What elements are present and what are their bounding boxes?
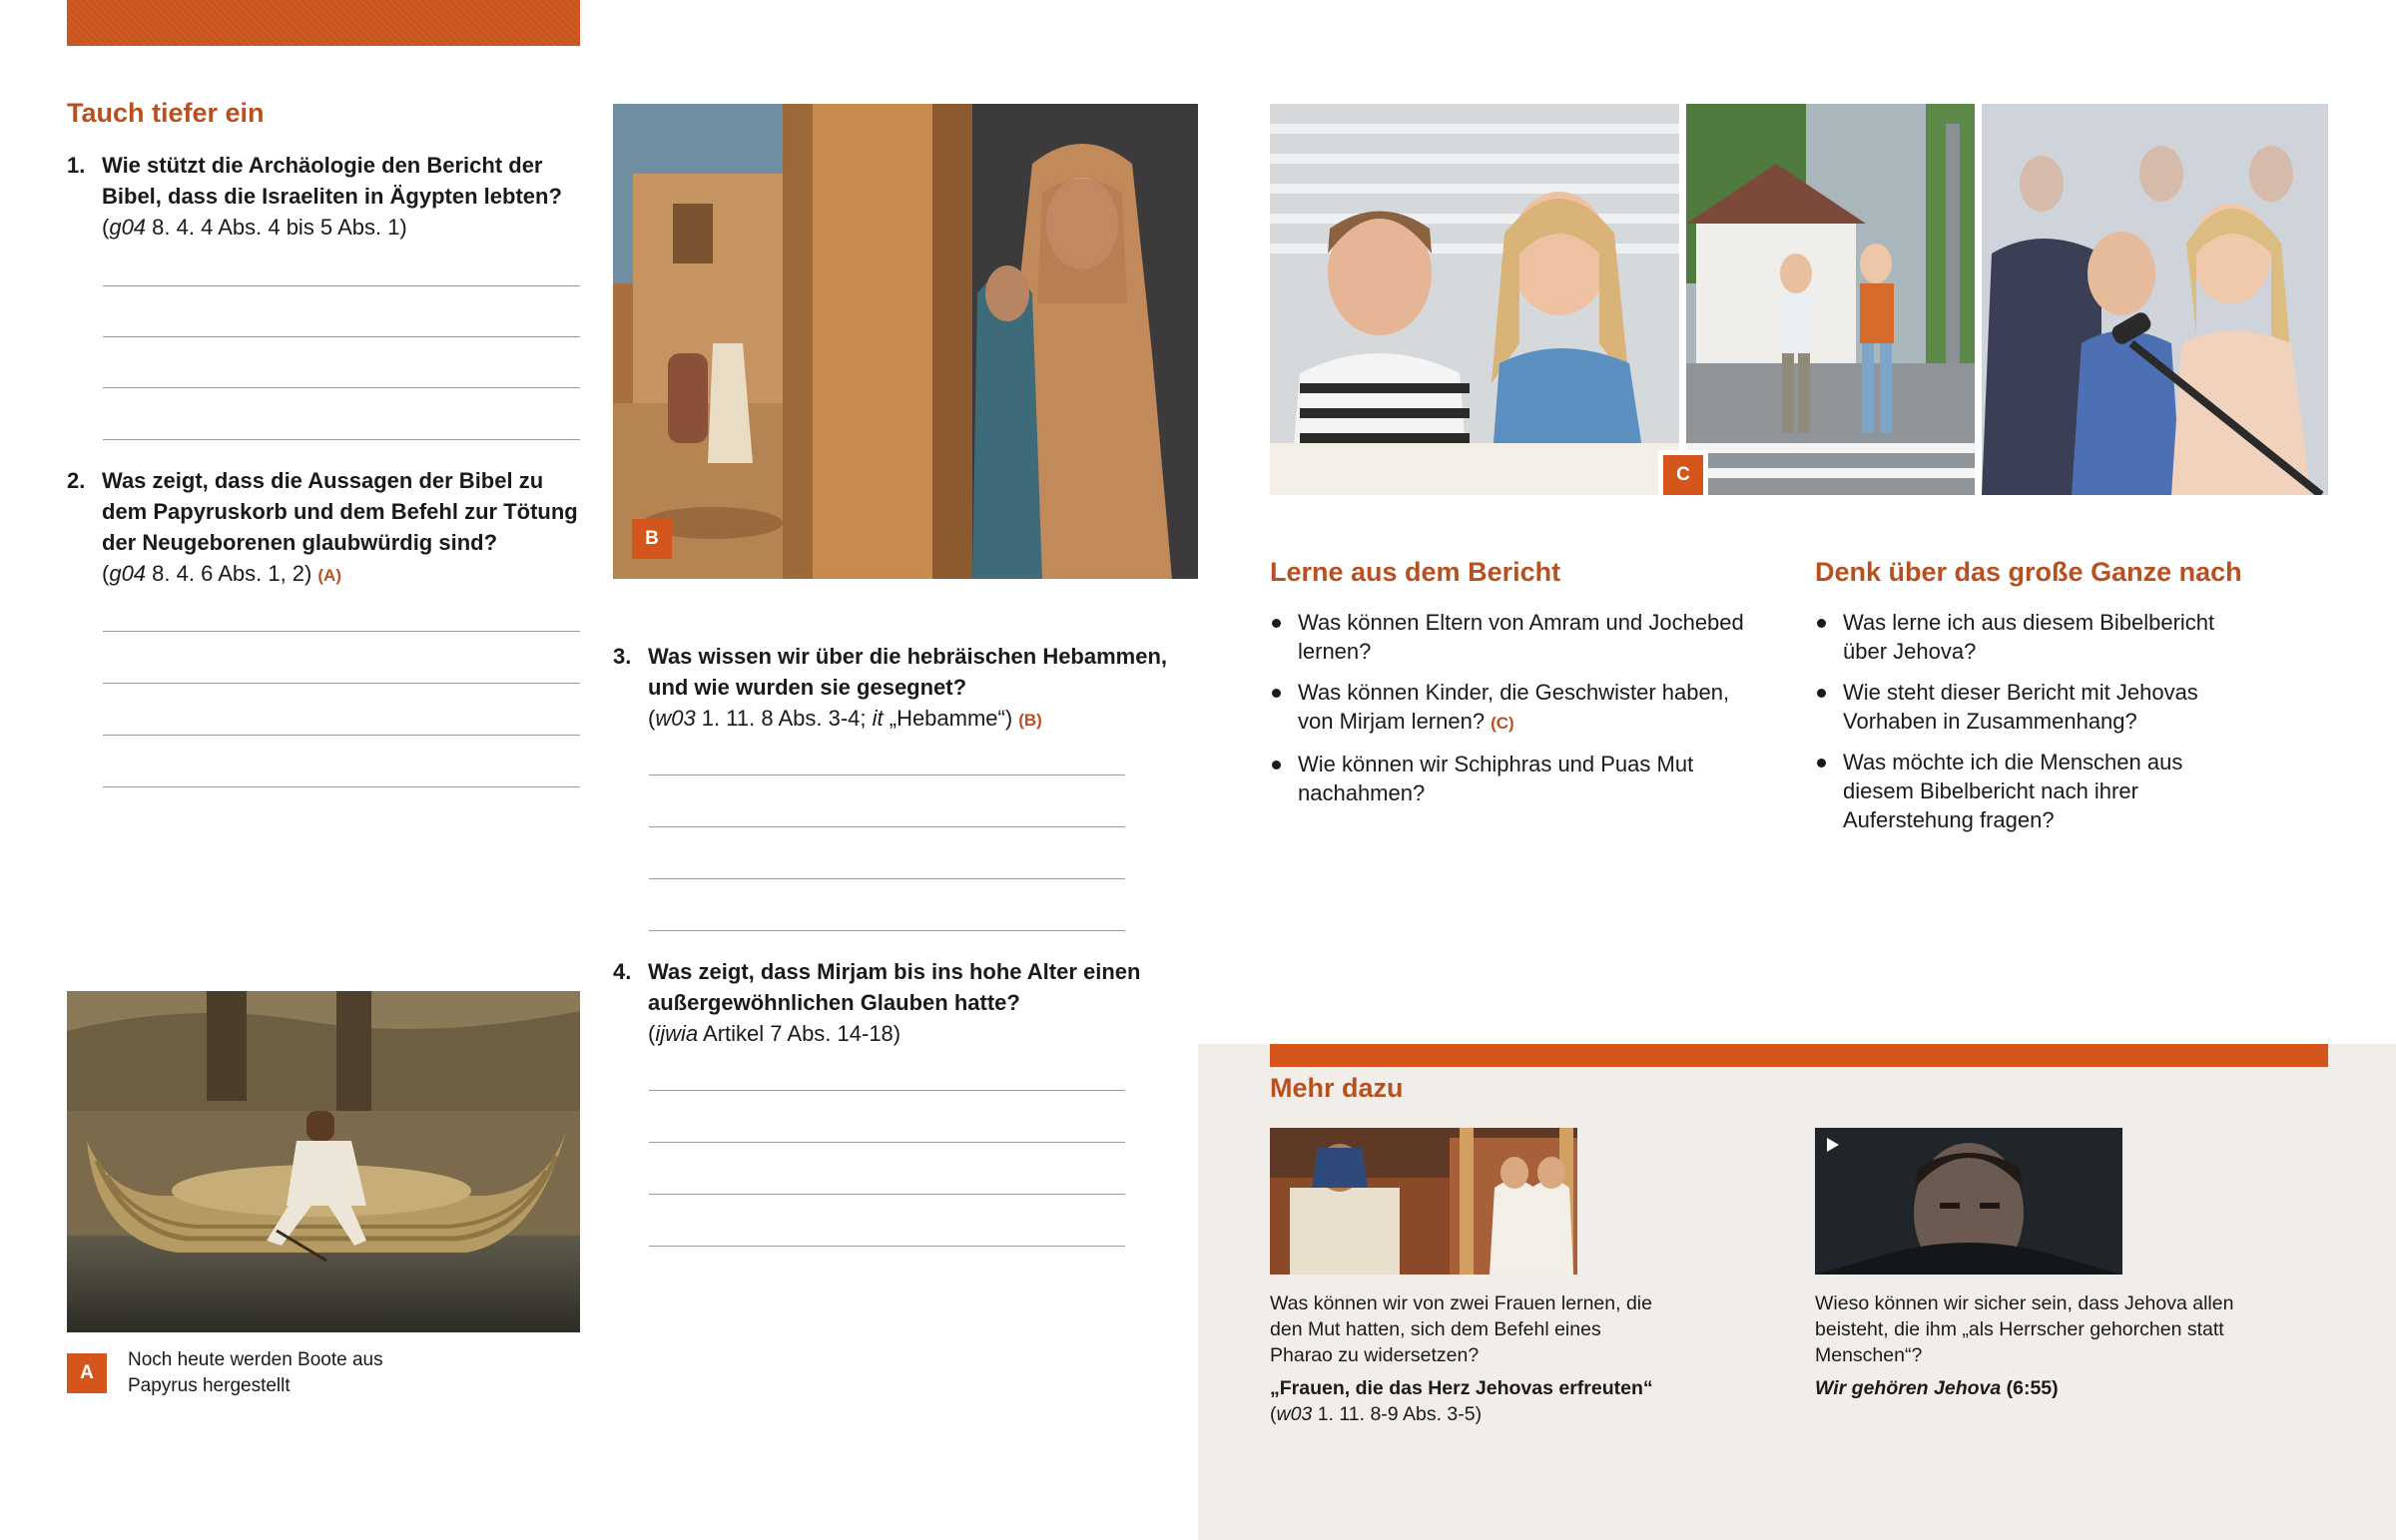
- girl-speaking-microphone-photo: [1982, 104, 2328, 495]
- mehr-dazu-accent-bar: [1270, 1044, 2328, 1067]
- section-heading-mehr-dazu[interactable]: Mehr dazu: [1270, 1073, 1404, 1103]
- question-number: 3.: [613, 644, 632, 669]
- question-text: Wie stützt die Archäologie den Bericht der Bibel, dass die Israeliten in Ägypten lebten?: [102, 153, 562, 209]
- answer-line: [103, 439, 580, 440]
- question-text: Was zeigt, dass die Aussagen der Bibel zu dem Papyruskorb und dem Befehl zur Tötung der Neugeborenen glaubwürdig sind?: [102, 468, 578, 555]
- question-number: 4.: [613, 959, 632, 984]
- answer-line: [103, 786, 580, 787]
- list-item: Was möchte ich die Menschen aus diesem Bibelbericht nach ihrer Auferstehung fragen?: [1815, 748, 2254, 834]
- answer-line: [103, 285, 580, 286]
- section-heading-tauch-tiefer-ein: Tauch tiefer ein: [67, 98, 265, 128]
- answer-line: [103, 735, 580, 736]
- denk-list: [1815, 608, 2254, 846]
- answer-line: [649, 774, 1125, 775]
- answer-line: [103, 683, 580, 684]
- question-reference: (ijwia Artikel 7 Abs. 14-18): [648, 1021, 901, 1046]
- answer-line: [103, 387, 580, 388]
- children-drawing-photo: [1270, 104, 1679, 495]
- list-item: Wie steht dieser Bericht mit Jehovas Vorhaben in Zusammenhang?: [1815, 678, 2254, 736]
- question-reference: (w03 1. 11. 8 Abs. 3-4; it „Hebamme“) (B): [648, 706, 1042, 731]
- lerne-list: [1270, 608, 1749, 819]
- answer-line: [649, 1194, 1125, 1195]
- answer-line: [649, 1090, 1125, 1091]
- article-thumbnail-pharaoh[interactable]: [1270, 1128, 1577, 1275]
- picture-tag: (C): [1491, 714, 1514, 733]
- video-thumbnail-wir-gehoeren-jehova[interactable]: [1815, 1128, 2122, 1275]
- hebrew-midwives-illustration: [613, 104, 1198, 579]
- question-text: Was zeigt, dass Mirjam bis ins hohe Alter einen außergewöhnlichen Glauben hatte?: [648, 959, 1141, 1015]
- list-item: Was können Eltern von Amram und Jochebed lernen?: [1270, 608, 1749, 666]
- answer-line: [649, 826, 1125, 827]
- question-text: Was wissen wir über die hebräischen Hebammen, und wie wurden sie gesegnet?: [648, 644, 1168, 700]
- article-reference: (w03 1. 11. 8-9 Abs. 3-5): [1270, 1403, 1483, 1425]
- video-title-link[interactable]: Wir gehören Jehova (6:55): [1815, 1377, 2059, 1399]
- answer-line: [649, 1246, 1125, 1247]
- picture-tag: (A): [317, 566, 341, 585]
- section-heading-denk-ueber-das-grosse-ganze: Denk über das große Ganze nach: [1815, 557, 2242, 587]
- header-color-bar: [67, 0, 580, 46]
- play-icon[interactable]: [1827, 1138, 1839, 1152]
- answer-line: [649, 930, 1125, 931]
- picture-tag: (B): [1018, 711, 1042, 730]
- list-item: Was können Kinder, die Geschwister haben, von Mirjam lernen? (C): [1270, 678, 1749, 738]
- question-number: 1.: [67, 153, 86, 178]
- picture-badge-c: C: [1663, 455, 1703, 495]
- answer-line: [649, 878, 1125, 879]
- picture-caption: Noch heute werden Boote aus Papyrus hergestellt: [128, 1349, 383, 1396]
- section-heading-lerne-aus-dem-bericht: Lerne aus dem Bericht: [1270, 557, 1561, 587]
- list-item: Was lerne ich aus diesem Bibelbericht über Jehova?: [1815, 608, 2254, 666]
- article-title-link[interactable]: „Frauen, die das Herz Jehovas erfreuten“: [1270, 1377, 1653, 1399]
- children-walking-photo: [1686, 104, 1975, 495]
- answer-line: [649, 1142, 1125, 1143]
- question-2: [67, 465, 586, 591]
- papyrus-boat-photo: [67, 991, 580, 1332]
- answer-line: [103, 631, 580, 632]
- question-reference: (g04 8. 4. 4 Abs. 4 bis 5 Abs. 1): [102, 215, 407, 240]
- list-item: Wie können wir Schiphras und Puas Mut nachahmen?: [1270, 750, 1749, 807]
- picture-badge-a: A: [67, 1353, 107, 1393]
- question-1: [67, 150, 586, 243]
- question-4: [613, 956, 1172, 1049]
- video-question: Wieso können wir sicher sein, dass Jehova allen beisteht, die ihm „als Herrscher gehorchen statt Menschen“?: [1815, 1292, 2234, 1366]
- picture-badge-b: B: [632, 519, 672, 559]
- answer-line: [103, 336, 580, 337]
- question-3: [613, 641, 1172, 736]
- question-reference: (g04 8. 4. 6 Abs. 1, 2) (A): [102, 561, 341, 586]
- article-question: Was können wir von zwei Frauen lernen, die den Mut hatten, sich dem Befehl eines Pharao zu widersetzen?: [1270, 1292, 1652, 1366]
- question-number: 2.: [67, 468, 86, 493]
